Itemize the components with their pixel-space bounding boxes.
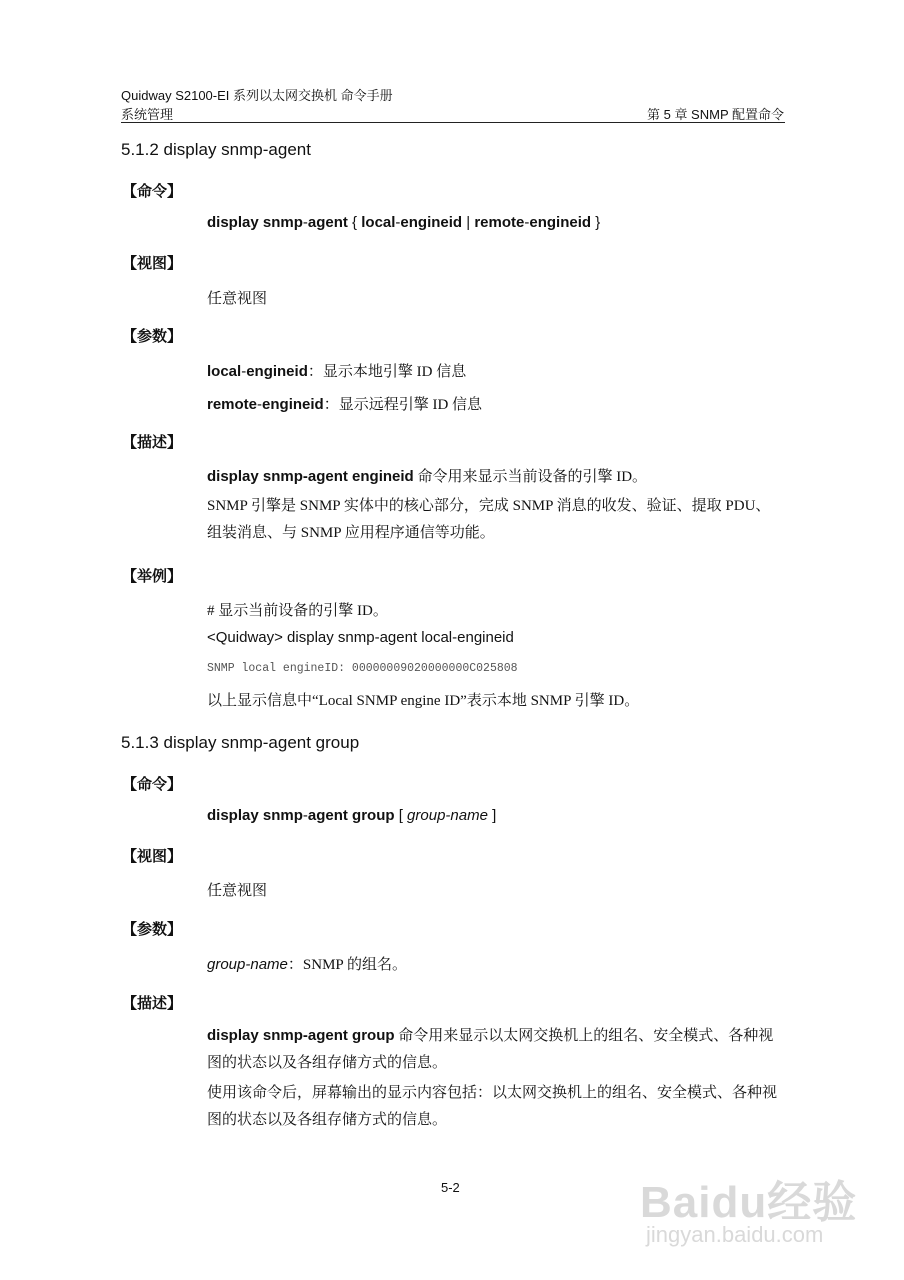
example-output: SNMP local engineID: 00000009020000000C025808 (207, 662, 518, 675)
keyword: display snmp (207, 807, 303, 824)
header-title: Quidway S2100-EI 系列以太网交换机 命令手册 (121, 88, 393, 103)
command-tag: 【命令】 (122, 184, 183, 200)
param-desc: ：SNMP 的组名。 (287, 957, 407, 973)
desc-paragraph-2: 使用该命令后，屏幕输出的显示内容包括：以太网交换机上的组名、安全模式、各种视图的状态以及各组存储方式的信息。 (207, 1085, 778, 1128)
keyword: local (207, 363, 242, 380)
example-note: 以上显示信息中“Local SNMP engine ID”表示本地 SNMP 引擎 ID。 (207, 693, 640, 709)
hyphen: - (241, 363, 247, 380)
hyphen: - (302, 807, 308, 824)
header-chapter: 第 5 章 SNMP 配置命令 (646, 107, 784, 122)
punct: { (347, 214, 362, 231)
hyphen: - (257, 396, 263, 413)
keyword: remote (474, 214, 525, 231)
view-text: 任意视图 (207, 883, 268, 899)
param-group-name (207, 953, 407, 974)
command-syntax (207, 214, 600, 231)
keyword: display snmp-agent engineid (207, 468, 414, 485)
desc-paragraph: SNMP 引擎是 SNMP 实体中的核心部分，完成 SNMP 消息的收发、验证、提取 PDU、组装消息、与 SNMP 应用程序通信等功能。 (207, 498, 771, 541)
header-section: 系统管理 (121, 107, 174, 122)
page-number: 5-2 (441, 1180, 460, 1195)
keyword: local (361, 214, 396, 231)
section-heading-512: 5.1.2 display snmp-agent (121, 140, 311, 159)
command-tag: 【命令】 (122, 777, 183, 793)
desc-text: 命令用来显示当前设备的引擎 ID。 (413, 469, 648, 485)
example-comment: # 显示当前设备的引擎 ID。 (207, 603, 388, 619)
section-heading-513: 5.1.3 display snmp-agent group (121, 733, 360, 752)
view-tag: 【视图】 (122, 256, 183, 272)
keyword: engineid (400, 214, 463, 231)
keyword: remote (207, 396, 258, 413)
watermark-url: jingyan.baidu.com (646, 1222, 824, 1247)
desc-tag: 【描述】 (122, 996, 183, 1012)
keyword: display snmp-agent group (207, 1027, 395, 1044)
header-rule (121, 122, 785, 123)
view-text: 任意视图 (207, 291, 268, 307)
param-desc: ：显示远程引擎 ID 信息 (323, 397, 483, 413)
keyword: engineid (262, 396, 324, 413)
param-local-engineid (207, 360, 466, 381)
param-remote-engineid (207, 393, 482, 414)
punct: | (462, 214, 475, 231)
param-tag: 【参数】 (122, 329, 183, 345)
keyword: engineid (246, 363, 308, 380)
param-desc: ：显示本地引擎 ID 信息 (307, 364, 467, 380)
desc-text: 命令用来显示以太网交换机上的组名、安全模式、各种视图的状态以及各组存储方式的信息。 (207, 1028, 774, 1071)
param-tag: 【参数】 (122, 922, 183, 938)
desc-tag: 【描述】 (122, 435, 183, 451)
keyword: agent group (307, 807, 395, 824)
keyword: agent (307, 214, 348, 231)
keyword: display snmp (207, 214, 303, 231)
hyphen: - (395, 214, 401, 231)
view-tag: 【视图】 (122, 849, 183, 865)
command-syntax (207, 807, 496, 824)
desc-paragraph-1 (207, 1022, 785, 1077)
hyphen: - (302, 214, 308, 231)
punct: ] (487, 807, 497, 824)
watermark-logo: Baidu经验 (640, 1178, 858, 1227)
keyword: engineid (529, 214, 592, 231)
example-command: <Quidway> display snmp-agent local-engineid (207, 629, 514, 646)
hyphen: - (524, 214, 530, 231)
argument: group-name (207, 956, 288, 973)
desc-line-1 (207, 465, 647, 486)
argument: group-name (407, 807, 488, 824)
example-tag: 【举例】 (122, 569, 183, 585)
punct: [ (394, 807, 408, 824)
punct: } (591, 214, 601, 231)
